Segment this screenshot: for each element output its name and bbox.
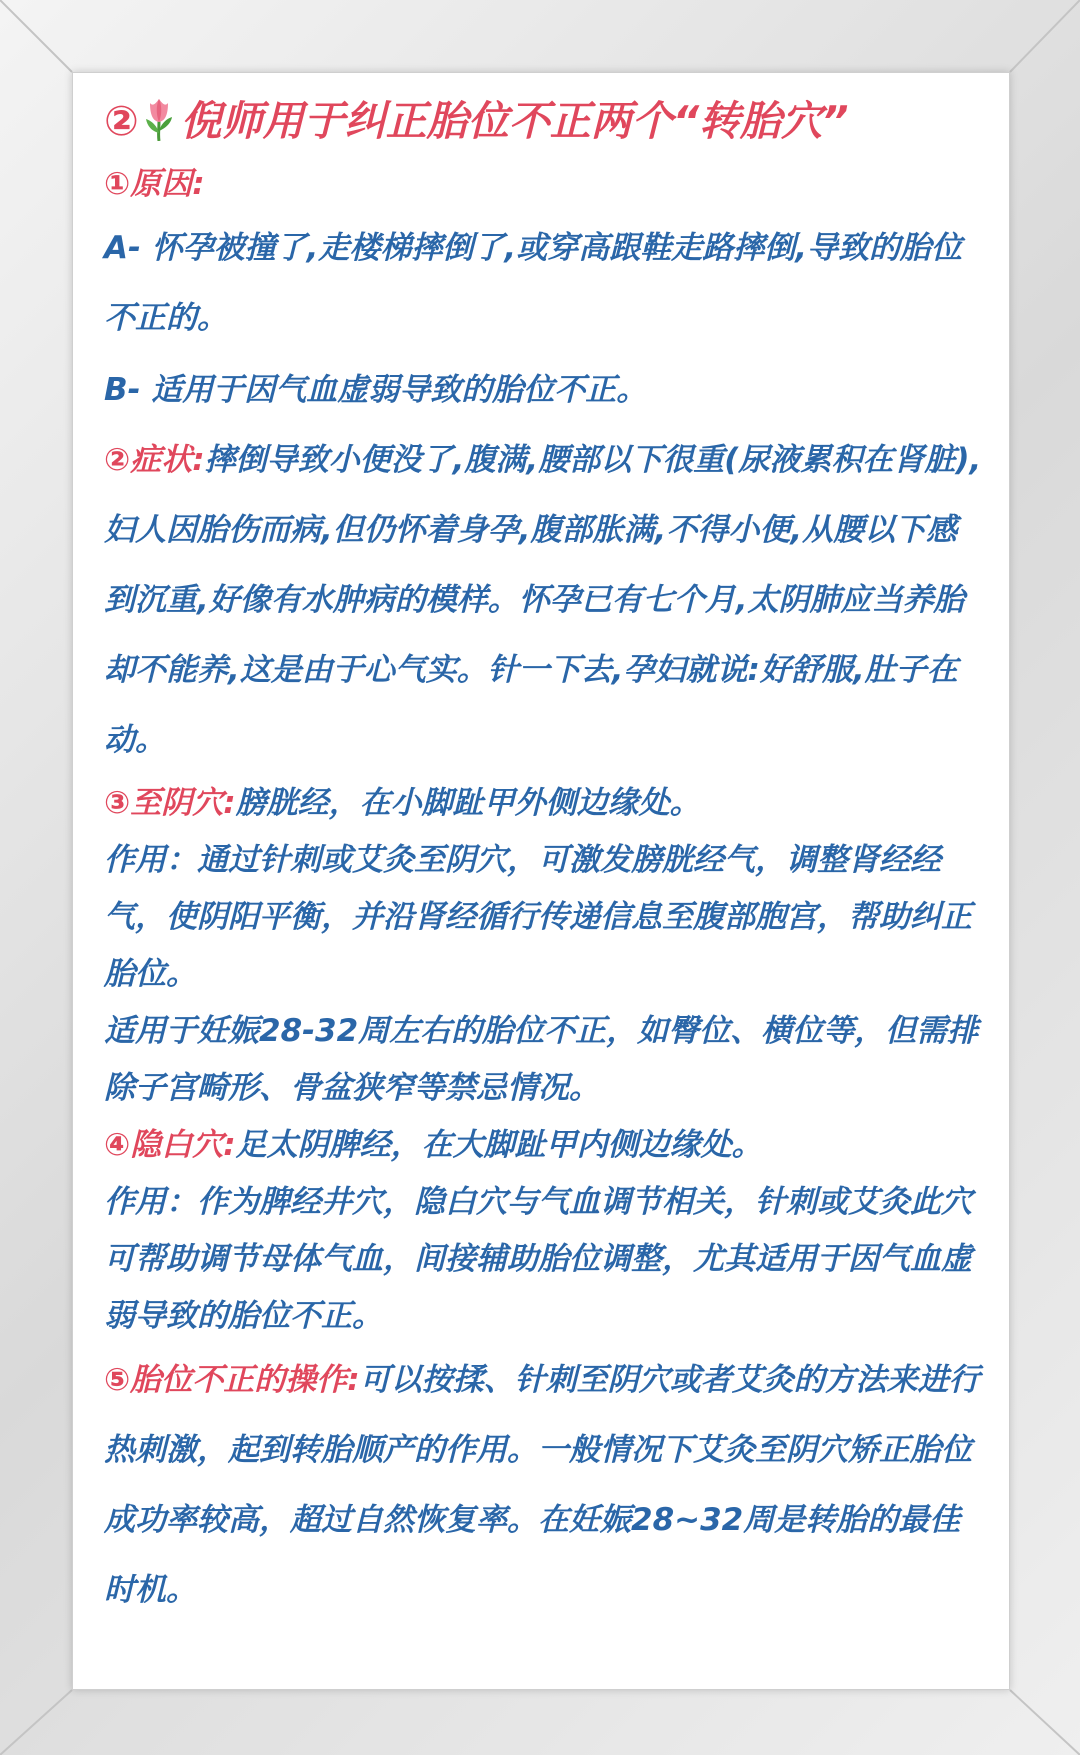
operation-text: 可以按揉、针刺至阴穴或者艾灸的方法来进行热刺激，起到转胎顺产的作用。一般情况下艾灸至阴穴矫正胎位成功率较高，超过自然恢复率。在妊娠28~32周是转胎的最佳时机。 [104,1362,980,1608]
zhiyin-location-line [104,775,984,832]
yinbai-heading: ④隐白穴: [104,1127,236,1163]
symptoms-heading: ②症状: [104,442,205,478]
cause-b: B- 适用于因气血虚弱导致的胎位不正。 [104,372,648,408]
zhiyin-location: 膀胱经，在小脚趾甲外侧边缘处。 [235,785,701,821]
zhiyin-heading: ③至阴穴: [104,785,236,821]
yinbai-location: 足太阴脾经，在大脚趾甲内侧边缘处。 [235,1127,763,1163]
yinbai-location-line [104,1117,984,1174]
tulip-icon [141,97,177,141]
title-text: 倪师用于纠正胎位不正两个“转胎穴” [180,97,849,145]
cause-a: A- 怀孕被撞了,走楼梯摔倒了,或穿高跟鞋走路摔倒,导致的胎位不正的。 [104,230,962,336]
yinbai-effect: 作用：作为脾经井穴，隐白穴与气血调节相关，针刺或艾灸此穴可帮助调节母体气血，间接辅助胎位调整，尤其适用于因气血虚弱导致的胎位不正。 [104,1184,972,1334]
cause-heading: ①原因: [104,166,205,202]
zhiyin-indication: 适用于妊娠28-32周左右的胎位不正，如臀位、横位等，但需排除子宫畸形、骨盆狭窄等禁忌情况。 [104,1013,979,1106]
symptoms-text: 摔倒导致小便没了,腹满,腰部以下很重(尿液累积在肾脏),妇人因胎伤而病,但仍怀着身孕,腹部胀满,不得小便,从腰以下感到沉重,好像有水肿病的模样。怀孕已有七个月,太阴肺应当养胎却不能养,这是由于心气实。针一下去,孕妇就说:好舒服,肚子在动。 [104,442,982,758]
paper [72,72,1010,1690]
article [104,92,984,1625]
zhiyin-effect: 作用：通过针刺或艾灸至阴穴，可激发膀胱经气，调整肾经经气，使阴阳平衡，并沿肾经循行传递信息至腹部胞宫，帮助纠正胎位。 [104,842,972,992]
page-title [104,92,984,150]
symptoms-paragraph [104,425,984,775]
title-prefix: ② [104,97,139,145]
operation-paragraph [104,1345,984,1625]
operation-heading: ⑤胎位不正的操作: [104,1362,360,1398]
